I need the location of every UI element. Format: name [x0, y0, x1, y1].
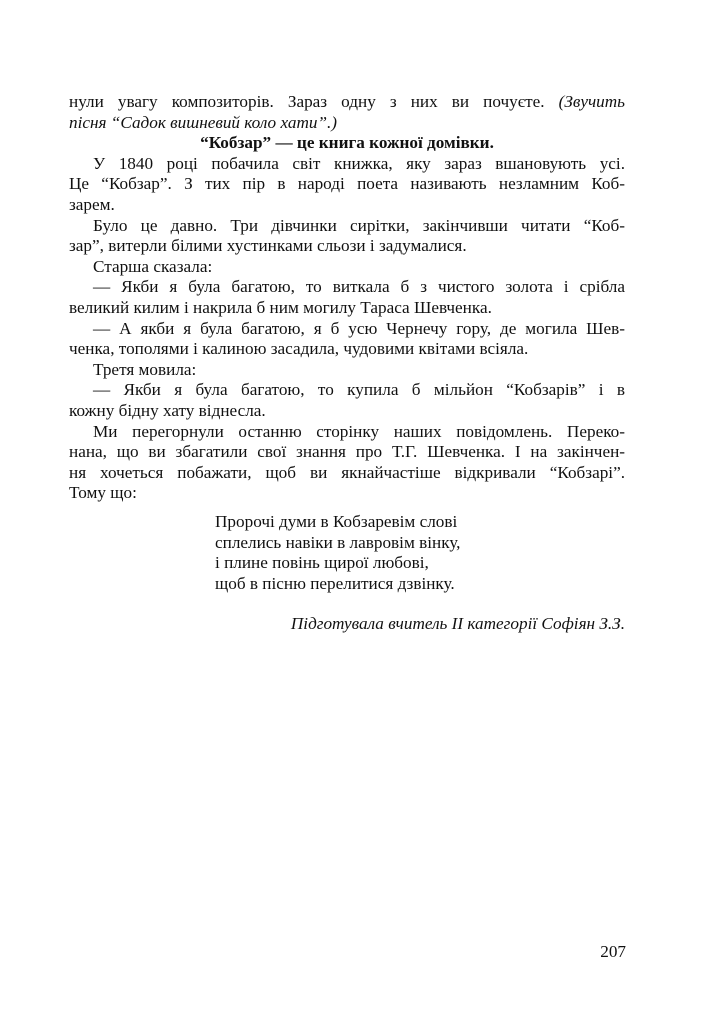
stage-direction-start: (Звучить	[558, 92, 626, 111]
stage-direction-end: пісня “Садок вишневий коло хати”.)	[69, 112, 338, 132]
poem-line: щоб в пісню перелитися дзвінку.	[215, 573, 455, 593]
main-text	[69, 92, 625, 504]
poem-line: і плине повінь щирої любові,	[215, 553, 429, 573]
paragraph-3-line-2: зар”, витерли білими хустинками сльози і задумалися.	[69, 236, 467, 256]
section-heading: “Кобзар” — це книга кожної домівки.	[200, 133, 494, 153]
paragraph-5-line-2: великий килим і накрила б ним могилу Тараса Шевченка.	[69, 297, 492, 317]
paragraph-9-line-2: нана, що ви збагатили свої знання про Т.Г. Шевченка. І на закінчен-	[69, 442, 625, 462]
paragraph-9-line-4: Тому що:	[69, 483, 137, 503]
paragraph-8-line-2: кожну бідну хату віднесла.	[69, 400, 266, 420]
paragraph-3-line-1: Було це давно. Три дівчинки сирітки, закінчивши читати “Коб-	[93, 215, 625, 235]
paragraph-7: Третя мовила:	[93, 359, 197, 379]
paragraph-1-line-1	[69, 92, 625, 113]
paragraph-5-line-1: — Якби я була багатою, то виткала б з чистого золота і срібла	[93, 277, 625, 297]
poem	[215, 512, 460, 594]
poem-line: Пророчі думи в Кобзаревім слові	[215, 512, 458, 531]
paragraph-9-line-3: ня хочеться побажати, щоб ви якнайчастіше відкривали “Кобзарі”.	[69, 462, 625, 482]
paragraph-8-line-1: — Якби я була багатою, то купила б мільйон “Кобзарів” і в	[93, 380, 625, 400]
paragraph-2-line-1: У 1840 році побачила світ книжка, яку зараз вшановують усі.	[93, 153, 625, 173]
paragraph-2-line-2: Це “Кобзар”. З тих пір в народі поета називають незламним Коб-	[69, 174, 625, 194]
paragraph-9-line-1: Ми перегорнули останню сторінку наших повідомлень. Переко-	[93, 421, 625, 441]
paragraph-2-line-3: зарем.	[69, 194, 115, 214]
paragraph-4: Старша сказала:	[93, 256, 213, 276]
paragraph-6-line-2: ченка, тополями і калиною засадила, чудовими квітами всіяла.	[69, 339, 529, 359]
page-number: 207	[600, 942, 626, 961]
poem-line: сплелись навіки в лавровім вінку,	[215, 532, 461, 552]
paragraph-1-text: нули увагу композиторів. Зараз одну з них ви почуєте.	[69, 92, 545, 111]
paragraph-6-line-1: — А якби я була багатою, я б усю Чернечу гору, де могила Шев-	[93, 318, 625, 338]
author-signature: Підготувала вчитель ІІ категорії Софіян З.З.	[290, 614, 625, 633]
